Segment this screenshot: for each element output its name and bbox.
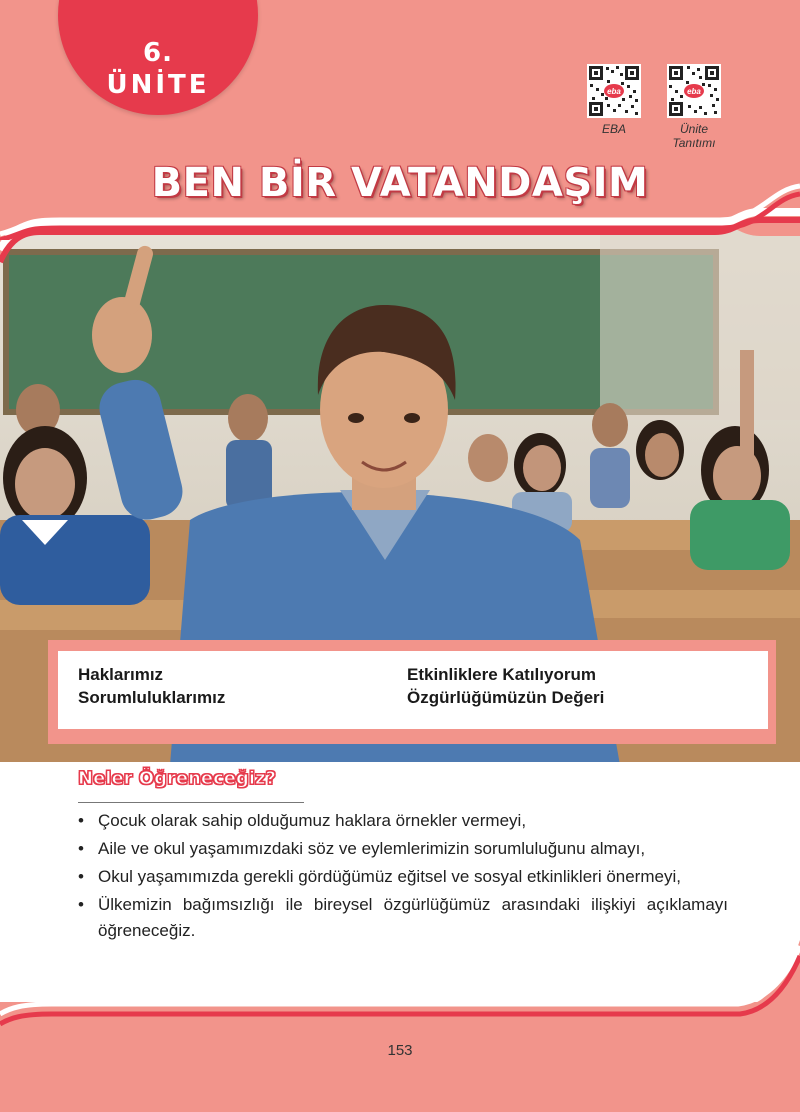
topic-rights: Haklarımız <box>78 665 164 684</box>
list-item <box>78 864 728 890</box>
list-item <box>78 808 728 834</box>
unit-number: 6. <box>143 38 173 68</box>
learning-list <box>78 808 728 946</box>
footer-curve <box>0 940 800 1030</box>
qr-caption-eba: EBA <box>601 122 626 136</box>
heading-divider <box>78 802 304 803</box>
qr-caption-line: Ünite <box>679 122 708 136</box>
unit-title: BEN BİR VATANDAŞIM <box>151 160 649 206</box>
bullet-icon: • <box>78 867 84 886</box>
list-item-text: Okul yaşamımızda gerekli gördüğümüz eğitsel ve sosyal etkinlikleri önermeyi, <box>98 867 681 886</box>
list-item-text: Ülkemizin bağımsızlığı ile bireysel özgürlüğümüz arasındaki ilişkiyi açıklamayı öğreneceğiz. <box>98 895 728 940</box>
topic-responsibilities: Sorumluluklarımız <box>78 688 226 707</box>
bullet-icon: • <box>78 839 84 858</box>
topic-activities: Etkinliklere Katılıyorum <box>407 665 596 684</box>
list-item-text: Çocuk olarak sahip olduğumuz haklara örnekler vermeyi, <box>98 811 527 830</box>
eba-badge-icon: eba <box>607 87 621 96</box>
bullet-icon: • <box>78 811 84 830</box>
unit-label: ÜNİTE <box>106 70 210 100</box>
qr-code-icon[interactable] <box>587 64 641 118</box>
topic-freedom: Özgürlüğümüzün Değeri <box>407 688 605 707</box>
page-number: 153 <box>387 1042 413 1059</box>
eba-badge-icon: eba <box>687 87 701 96</box>
bullet-icon: • <box>78 895 84 914</box>
list-item <box>78 836 728 862</box>
list-item <box>78 892 728 944</box>
qr-caption-unit-intro <box>655 122 733 150</box>
qr-caption-line: Tanıtımı <box>672 136 716 150</box>
learning-heading: Neler Öğreneceğiz? <box>78 768 276 789</box>
header-curve <box>0 180 800 240</box>
qr-code-icon[interactable] <box>667 64 721 118</box>
list-item-text: Aile ve okul yaşamımızdaki söz ve eylemlerimizin sorumluluğunu almayı, <box>98 839 646 858</box>
